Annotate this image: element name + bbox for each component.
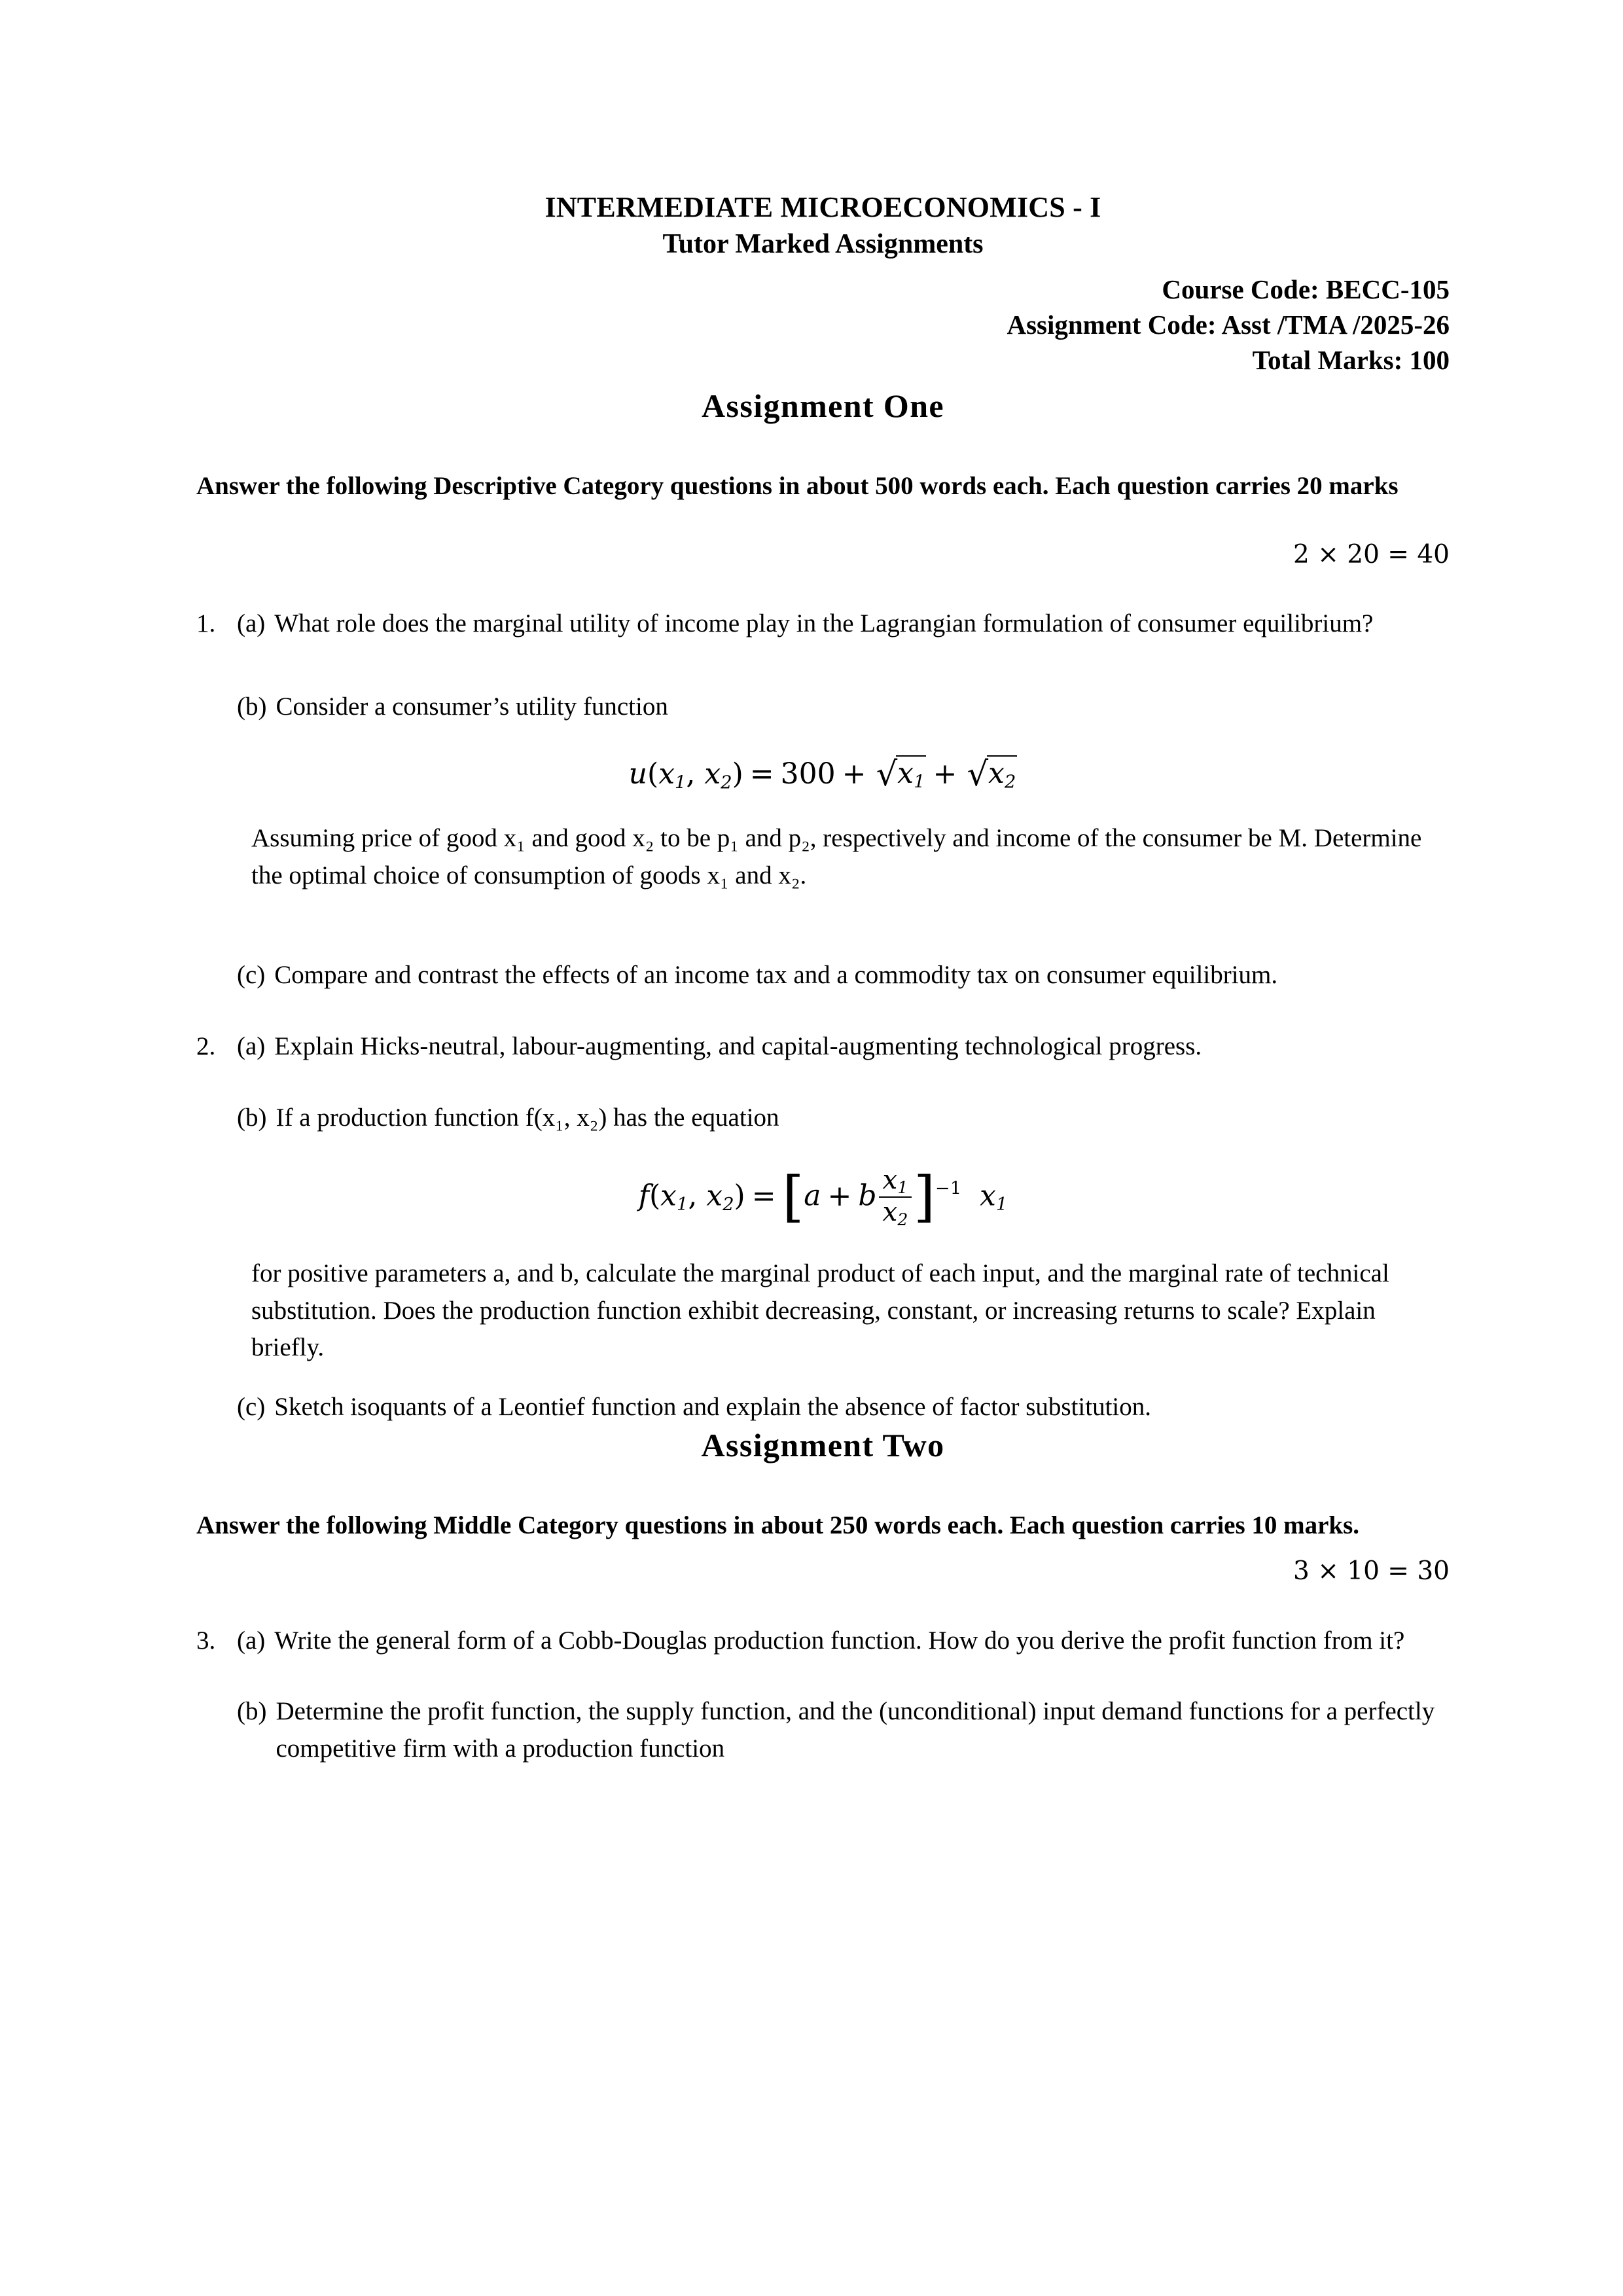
question-3-part-a-label: (a)	[237, 1626, 266, 1655]
question-2-number: 2.	[196, 1032, 216, 1061]
question-2-part-a-label: (a)	[237, 1032, 266, 1061]
assignment-one-marks: 2 × 20 = 40	[1293, 539, 1450, 569]
formula-x: x	[704, 757, 721, 791]
question-2-part-c-label: (c)	[237, 1392, 266, 1421]
formula-sub-1: 1	[914, 772, 925, 793]
assignment-code: Assignment Code: Asst /TMA /2025-26	[1007, 310, 1450, 340]
bracket-group	[783, 1166, 962, 1229]
production-function-formula	[196, 1166, 1450, 1229]
formula-300: 300	[780, 757, 836, 791]
formula-lparen: (	[649, 1179, 661, 1213]
formula-a: a	[804, 1179, 821, 1213]
formula-sub-2: 2	[722, 1194, 734, 1215]
question-2-part-c-text: Sketch isoquants of a Leontief function and explain the absence of factor substitution.	[274, 1392, 1152, 1421]
question-3-number: 3.	[196, 1626, 216, 1655]
formula-x: x	[980, 1179, 996, 1213]
question-2-body	[237, 1028, 1450, 1066]
question-2-part-c	[237, 1389, 1450, 1426]
formula-sub-1: 1	[677, 1194, 688, 1215]
question-1-part-a	[237, 605, 1450, 643]
page-subtitle: Tutor Marked Assignments	[662, 228, 984, 259]
question-1-part-b	[237, 689, 1450, 726]
question-1-part-a-label: (a)	[237, 609, 266, 638]
question-1-number: 1.	[196, 609, 216, 638]
question-2-part-a	[237, 1028, 1450, 1066]
formula-sub-1: 1	[675, 772, 687, 793]
formula-plus: +	[827, 1179, 852, 1213]
question-2-part-b-label-text: If a production function f(x₁, x₂) has the equation	[276, 1103, 779, 1132]
formula-rparen: )	[734, 1179, 745, 1213]
formula-sub-2: 2	[897, 1210, 908, 1230]
formula-sub-2: 2	[1004, 772, 1016, 793]
radical-sign: √	[967, 755, 989, 795]
assignment-one-instruction: Answer the following Descriptive Category questions in about 500 words each. Each question carries 20 marks	[196, 472, 1399, 501]
page-title: INTERMEDIATE MICROECONOMICS - I	[544, 191, 1101, 223]
formula-x: x	[882, 1196, 898, 1228]
formula-comma: ,	[686, 757, 696, 791]
question-2-part-b	[237, 1100, 1450, 1137]
radical-sign: √	[876, 755, 898, 795]
question-2-part-b-text-after: for positive parameters a, and b, calculate the marginal product of each input, and the marginal rate of technical substitution. Does the production function exhibit decreasing, constant, or increasing returns to scale? Explain briefly.	[251, 1259, 1389, 1362]
question-2-part-b-text	[276, 1100, 1450, 1137]
question-1-part-c	[237, 957, 1450, 994]
formula-sub-1: 1	[897, 1178, 908, 1198]
question-1-part-b-text: Consider a consumer’s utility function	[276, 692, 668, 721]
question-3-part-b-label: (b)	[237, 1697, 267, 1726]
formula-x: x	[660, 1179, 677, 1213]
formula-f: f	[638, 1179, 649, 1213]
formula-comma: ,	[688, 1179, 698, 1213]
question-3	[196, 1623, 1450, 1660]
question-3-part-b-text: Determine the profit function, the supply function, and the (unconditional) input demand functions for a perfectly competitive firm with a production function	[276, 1697, 1435, 1763]
formula-plus: +	[933, 757, 957, 791]
assignment-two-heading: Assignment Two	[701, 1426, 945, 1463]
question-1-body	[237, 605, 1450, 643]
question-1-part-a-text: What role does the marginal utility of income play in the Lagrangian formulation of consumer equilibrium?	[274, 609, 1374, 638]
sqrt-x2	[963, 755, 1017, 794]
assignment-two-instruction: Answer the following Middle Category questions in about 250 words each. Each question carries 10 marks.	[196, 1511, 1360, 1539]
exponent-negative-one: −1	[935, 1178, 962, 1199]
formula-u: u	[628, 757, 648, 791]
formula-lparen: (	[647, 757, 659, 791]
formula-equals: =	[749, 757, 774, 791]
formula-rparen: )	[732, 757, 743, 791]
sqrt-x1	[872, 755, 926, 794]
question-3-part-a	[237, 1623, 1450, 1660]
formula-plus: +	[842, 757, 866, 791]
formula-x: x	[658, 757, 675, 791]
header-meta-block	[196, 272, 1450, 378]
formula-sub-1: 1	[995, 1194, 1008, 1215]
question-2-part-a-text: Explain Hicks-neutral, labour-augmenting, and capital-augmenting technological progress.	[274, 1032, 1202, 1061]
question-1-part-b-label: (b)	[237, 692, 267, 721]
assignment-one-heading: Assignment One	[701, 387, 945, 425]
formula-equals: =	[751, 1179, 776, 1213]
utility-function-formula	[196, 755, 1450, 794]
formula-b: b	[858, 1179, 877, 1213]
question-2	[196, 1028, 1450, 1066]
question-1-part-c-label: (c)	[237, 961, 266, 990]
page-content	[196, 190, 1450, 1767]
course-code: Course Code: BECC-105	[1162, 274, 1450, 304]
question-1-part-b-text-after: Assuming price of good x₁ and good x₂ to be p₁ and p₂, respectively and income of the consumer be M. Determine the optimal choice of consumption of goods x₁ and x₂.	[251, 824, 1422, 889]
question-1	[196, 605, 1450, 643]
assignment-two-marks: 3 × 10 = 30	[1293, 1556, 1450, 1586]
formula-x: x	[988, 757, 1005, 791]
question-1-part-c-text: Compare and contrast the effects of an income tax and a commodity tax on consumer equilibrium.	[274, 961, 1278, 990]
fraction-x1-over-x2	[879, 1166, 912, 1229]
right-bracket: ]	[914, 1164, 935, 1229]
total-marks: Total Marks: 100	[1252, 345, 1450, 376]
question-3-part-b	[237, 1693, 1450, 1767]
question-2-part-b-label: (b)	[237, 1103, 267, 1132]
question-3-part-a-text: Write the general form of a Cobb-Douglas production function. How do you derive the profit function from it?	[274, 1626, 1405, 1655]
formula-x: x	[897, 757, 914, 791]
formula-x: x	[706, 1179, 723, 1213]
left-bracket: [	[782, 1164, 804, 1229]
question-3-body	[237, 1623, 1450, 1660]
formula-sub-2: 2	[721, 772, 732, 793]
formula-x: x	[882, 1164, 898, 1196]
